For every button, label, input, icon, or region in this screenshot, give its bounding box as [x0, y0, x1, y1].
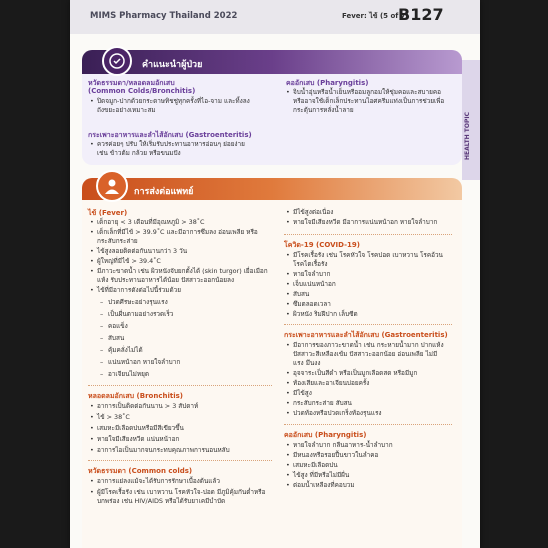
gastro-item-cont: แรง มึนงง: [293, 359, 321, 367]
gastro-item-cont: ปัสสาวะสีเหลืองเข้ม ปัสสาวะออกน้อย อ่อนเพลีย ไม่มี: [293, 350, 438, 358]
pharyngitis-heading: คออักเสบ (Pharyngitis): [284, 431, 367, 439]
fever-item: • ผู้ใหญ่ที่มีไข้ > 39.4˚C: [90, 257, 161, 266]
fever-sub-item: – เป็นผื่นตามอย่างรวดเร็ว: [100, 310, 173, 319]
advice-cold-heading-en: (Common Colds/Bronchitis): [88, 87, 196, 95]
page-header: [70, 0, 480, 34]
advice-pharyngitis-item: • จิบน้ำอุ่นหรือน้ำเย็นหรืออมลูกอมให้ชุ่มคอและสบายคอ: [286, 88, 441, 97]
divider: [284, 324, 452, 325]
fever-item: • ไข้ที่มีอาการดังต่อไปนี้ร่วมด้วย: [90, 286, 181, 295]
gastro-item: • อุจจาระเป็นสีดำ หรือเป็นมูกเลือดสด หรือมีมูก: [286, 369, 417, 378]
pharyngitis-item: • ไข้สูง ที่มีหรือไม่มีผื่น: [286, 471, 349, 480]
advice-cold-item-cont: ถังขยะอย่างเหมาะสม: [97, 106, 156, 114]
topic-indicator: Fever: ไข้ (5 of 7): [342, 12, 409, 20]
covid-item: • เจ็บแน่นหน้าอก: [286, 280, 336, 289]
bronchitis-item: • ไข้ > 38˚C: [90, 413, 130, 422]
fever-item: • เด็กเล็กที่มีไข้ > 39.9˚C และมีอาการซึมลง อ่อนเพลีย หรือ: [90, 228, 258, 237]
divider: [88, 460, 272, 461]
advice-gastro-heading: กระเพาะอาหารและลำไส้อักเสบ (Gastroenteritis): [88, 131, 252, 139]
doctor-icon: [96, 170, 128, 202]
advice-pharyngitis-heading: คออักเสบ (Pharyngitis): [286, 79, 369, 87]
gastro-item: • ปวดท้องหรือปวดเกร็งท้องรุนแรง: [286, 409, 382, 418]
bronchitis-item: • เสมหะมีเลือดปนหรือมีสีเขียวขึ้น: [90, 424, 184, 433]
bronchitis-item: • หายใจมีเสียงหวีด แน่นหน้าอก: [90, 435, 179, 444]
cold-item: • ผู้มีโรคเรื้อรัง เช่น เบาหวาน โรคหัวใจ-ปอด มีภูมิคุ้มกันต่ำหรือ: [90, 488, 265, 497]
gastro-item: • มีอาการของภาวะขาดน้ำ เช่น กระหายน้ำมาก ปากแห้ง: [286, 341, 444, 350]
gastro-item: • มีไข้สูง: [286, 389, 312, 398]
referral-title: การส่งต่อแพทย์: [134, 187, 194, 197]
pharyngitis-item: • ต่อมน้ำเหลืองที่คอบวม: [286, 481, 355, 490]
fever-item-cont: กระสับกระส่าย: [97, 237, 138, 245]
cold-heading: หวัดธรรมดา (Common colds): [88, 467, 193, 475]
page-code: B127: [398, 5, 444, 24]
referral-section: [82, 178, 462, 548]
covid-item: • มีโรคเรื้อรัง เช่น โรคหัวใจ โรคปอด เบาหวาน โรคอ้วน: [286, 251, 443, 260]
pharyngitis-item: • มีหนองหรือรอยปื้นขาวในลำคอ: [286, 451, 378, 460]
patient-advice-icon: [102, 46, 132, 76]
advice-pharyngitis-item-cont: หรืออาจใช้เด็กเล็กประทานไอศครีมแท่งเป็นการช่วยเพื่อ: [293, 97, 445, 105]
cold-item: • อาการแย่ลงแม้จะได้รับการรักษาเบื้องต้นแล้ว: [90, 477, 220, 486]
book-title: MIMS Pharmacy Thailand 2022: [90, 11, 238, 21]
cold-item-cont: บกพร่อง เช่น HIV/AIDS หรือได้รับยาเคมีบำบัด: [97, 497, 226, 505]
covid-heading: โควิด-19 (COVID-19): [284, 241, 360, 249]
referral-item: • หายใจมีเสียงหวีด มีอาการแน่นหน้าอก หายใจลำบาก: [286, 218, 437, 227]
fever-item-cont: แห้ง รับประทานอาหารได้น้อย ปัสสาวะออกน้อยลง: [97, 276, 235, 284]
fever-item: • มีภาวะขาดน้ำ เช่น ผิวหนังจับยกตั้งได้ (skin turgor) เยื่อเมือก: [90, 267, 268, 276]
advice-pharyngitis-item-cont: กระตุ้นการหลั่งน้ำลาย: [293, 106, 354, 114]
advice-gastro-item: • ควรค่อยๆ ปรับ ให้เริ่มรับประทานอาหารอ่อนๆ ย่อยง่าย: [90, 140, 245, 149]
gastro-item: • กระสับกระส่าย สับสน: [286, 399, 352, 408]
fever-sub-item: – อาเจียนไม่หยุด: [100, 370, 149, 379]
divider: [284, 424, 452, 425]
health-topic-tab: [462, 60, 480, 180]
advice-gastro-item-cont: เช่น ข้าวต้ม กล้วย หรือขนมปัง: [97, 149, 181, 157]
fever-sub-item: – คุ้มคลั่งไม่ได้: [100, 346, 143, 355]
covid-item: • หายใจลำบาก: [286, 270, 330, 279]
fever-sub-item: – สับสน: [100, 334, 124, 343]
pharyngitis-item: • หายใจลำบาก กลืนอาหาร-น้ำลำบาก: [286, 441, 393, 450]
referral-item: • มีไข้สูงต่อเนื่อง: [286, 208, 333, 217]
referral-header: [82, 178, 462, 200]
pharyngitis-item: • เสมหะมีเลือดปน: [286, 461, 338, 470]
fever-item: • เด็กอายุ < 3 เดือนที่มีอุณหภูมิ > 38˚C: [90, 218, 204, 227]
covid-item-cont: โรคไตเรื้อรัง: [293, 260, 328, 268]
fever-heading: ไข้ (Fever): [88, 209, 128, 217]
gastro-item: • ท้องเสียและอาเจียนบ่อยครั้ง: [286, 379, 369, 388]
fever-sub-item: – ปวดศีรษะอย่างรุนแรง: [100, 298, 168, 307]
advice-header: [82, 50, 462, 74]
side-tab-label: HEALTH TOPIC: [464, 111, 471, 160]
bronchitis-item: • อาการไอเป็นมากจนกระทบคุณภาพการนอนหลับ: [90, 446, 230, 455]
fever-item: • ไข้สูงลอยติดต่อกันนานกว่า 3 วัน: [90, 247, 187, 256]
advice-cold-heading: หวัดธรรมดา/หลอดลมอักเสบ: [88, 79, 175, 87]
covid-item: • ผิวหนัง ริมฝีปาก เล็บซีด: [286, 310, 358, 319]
divider: [88, 385, 272, 386]
gastro-heading: กระเพาะอาหารและลำไส้อักเสบ (Gastroenteritis): [284, 331, 448, 339]
advice-cold-item: • ปิดจมูก-ปากด้วยกระดาษทิชชู่ทุกครั้งที่ไอ-จาม และทิ้งลง: [90, 97, 250, 106]
fever-sub-item: – คอแข็ง: [100, 322, 128, 331]
book-page: [70, 0, 480, 548]
covid-item: • สับสน: [286, 290, 309, 299]
advice-section: [82, 50, 462, 165]
divider: [284, 234, 452, 235]
bronchitis-heading: หลอดลมอักเสบ (Bronchitis): [88, 392, 183, 400]
fever-sub-item: – แน่นหน้าอก หายใจลำบาก: [100, 358, 180, 367]
covid-item: • ซึมตลอดเวลา: [286, 300, 331, 309]
bronchitis-item: • อาการเป็นติดต่อกันนาน > 3 สัปดาห์: [90, 402, 198, 411]
advice-title: คำแนะนำผู้ป่วย: [142, 60, 203, 70]
